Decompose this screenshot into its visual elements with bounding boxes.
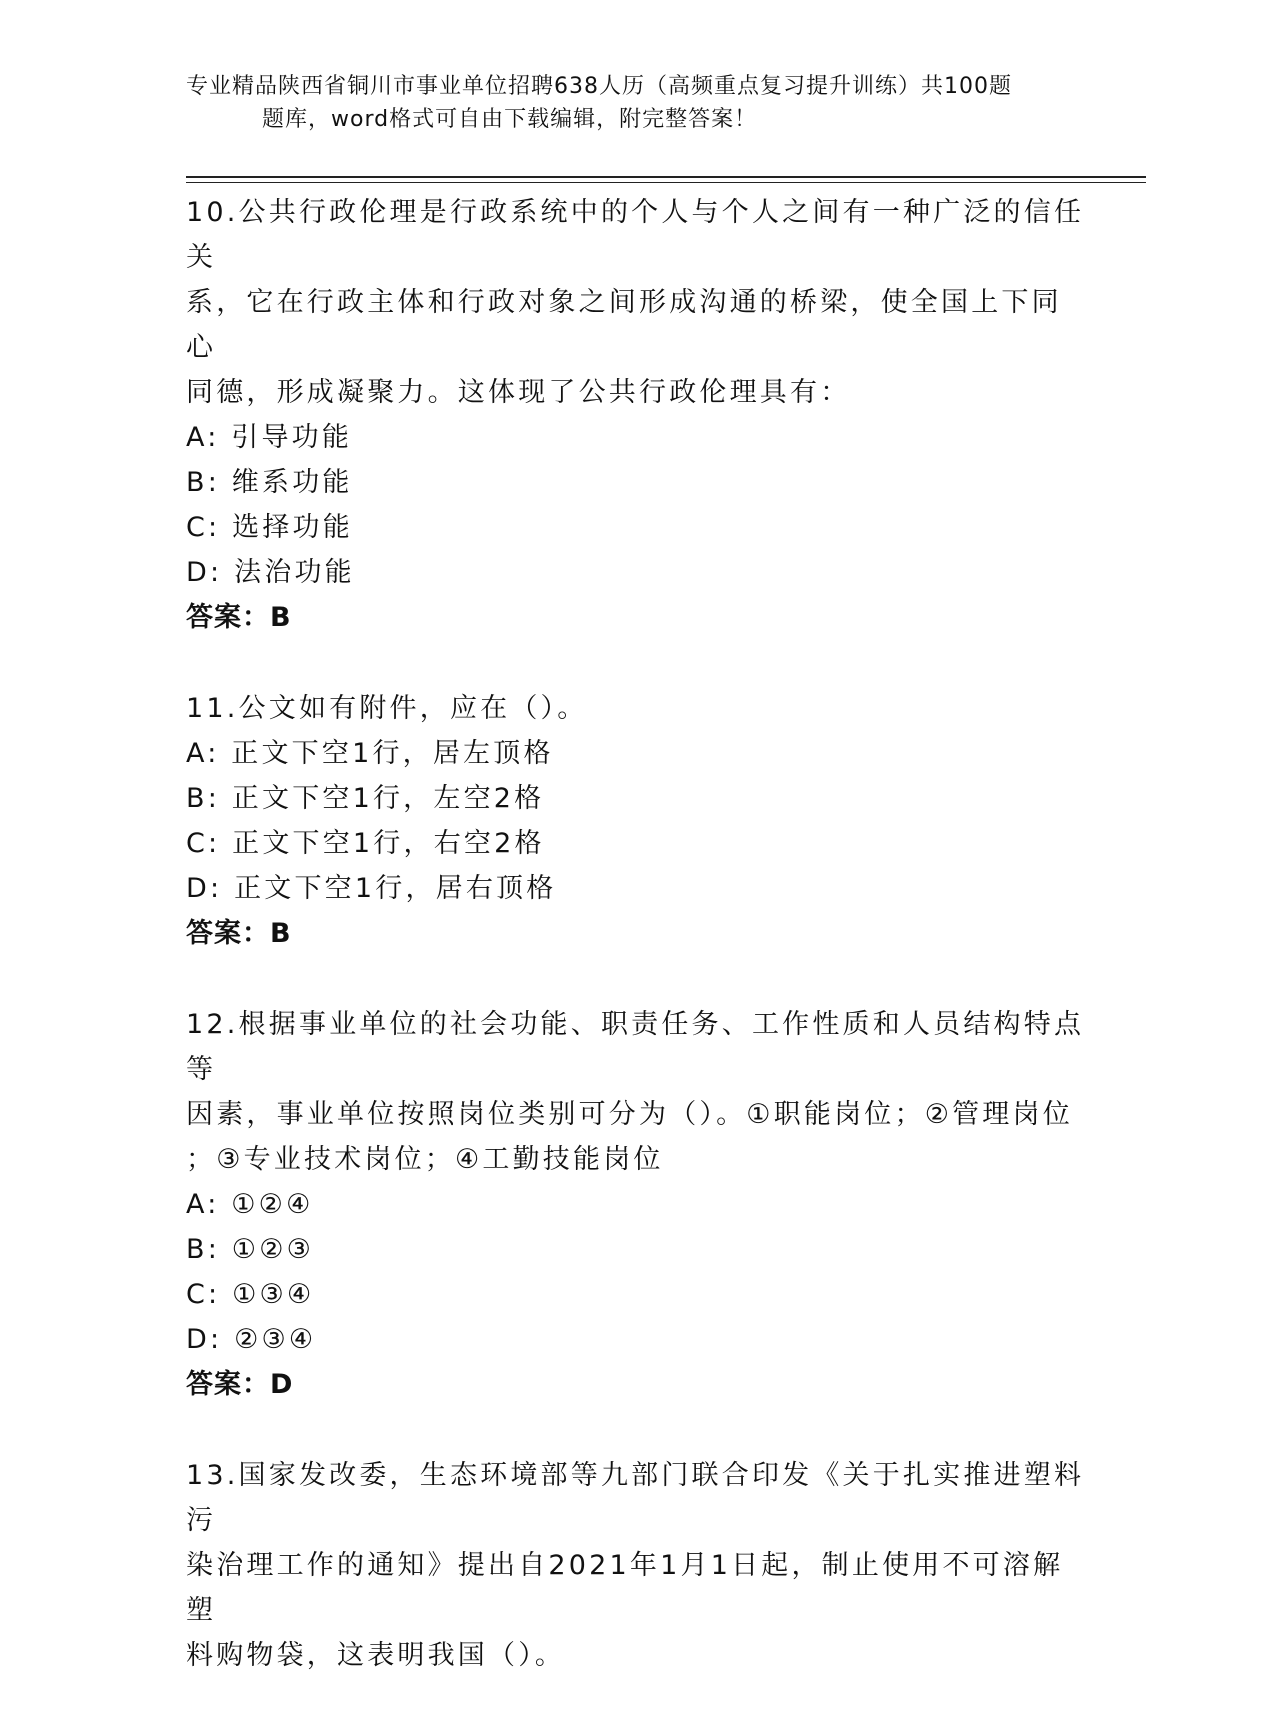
- option-b: B: ①②③: [186, 1234, 315, 1265]
- option-d: D: 正文下空1行，居右顶格: [186, 873, 557, 904]
- question-text-line: 同德，形成凝聚力。这体现了公共行政伦理具有：: [186, 377, 851, 408]
- option-a: A: 引导功能: [186, 422, 353, 453]
- header-divider-thin: [186, 182, 1146, 183]
- option-c: C: 选择功能: [186, 512, 353, 543]
- question-10: [186, 190, 1086, 640]
- option-d: D: ②③④: [186, 1324, 317, 1355]
- answer-label: 答案：B: [186, 918, 292, 949]
- option-a: A: ①②④: [186, 1189, 314, 1220]
- question-11: [186, 686, 1086, 956]
- document-header: [186, 70, 1086, 136]
- question-list: [186, 190, 1086, 1724]
- answer-label: 答案：D: [186, 1369, 294, 1400]
- option-a: A: 正文下空1行，居左顶格: [186, 738, 554, 769]
- question-text-line: 因素，事业单位按照岗位类别可分为（）。①职能岗位；②管理岗位: [186, 1099, 1073, 1130]
- header-title-line1: 专业精品陕西省铜川市事业单位招聘638人历（高频重点复习提升训练）共100题: [186, 74, 1012, 99]
- question-text-line: 10.公共行政伦理是行政系统中的个人与个人之间有一种广泛的信任关: [186, 197, 1085, 273]
- question-text-line: 料购物袋，这表明我国（）。: [186, 1640, 566, 1671]
- header-title-line2: 题库，word格式可自由下载编辑，附完整答案！: [262, 107, 758, 132]
- option-d: D: 法治功能: [186, 557, 355, 588]
- option-c: C: ①③④: [186, 1279, 315, 1310]
- option-c: C: 正文下空1行，右空2格: [186, 828, 545, 859]
- header-divider-thick: [186, 176, 1146, 178]
- question-text-line: 系，它在行政主体和行政对象之间形成沟通的桥梁，使全国上下同心: [186, 287, 1062, 363]
- question-text-line: 12.根据事业单位的社会功能、职责任务、工作性质和人员结构特点等: [186, 1009, 1085, 1085]
- question-text-line: 11.公文如有附件，应在（）。: [186, 693, 588, 724]
- question-text-line: ；③专业技术岗位；④工勤技能岗位: [186, 1144, 664, 1175]
- question-text-line: 13.国家发改委，生态环境部等九部门联合印发《关于扎实推进塑料污: [186, 1460, 1085, 1536]
- question-text-line: 染治理工作的通知》提出自2021年1月1日起，制止使用不可溶解塑: [186, 1550, 1064, 1626]
- option-b: B: 维系功能: [186, 467, 353, 498]
- option-b: B: 正文下空1行，左空2格: [186, 783, 545, 814]
- answer-label: 答案：B: [186, 602, 292, 633]
- question-13: [186, 1453, 1086, 1678]
- question-12: [186, 1002, 1086, 1407]
